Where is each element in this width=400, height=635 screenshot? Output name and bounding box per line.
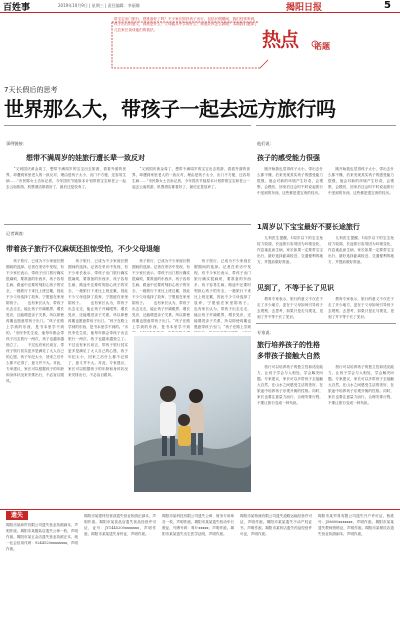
notice-column: 揭阳市某建材经营部遗失营业执照正副本，声明作废。揭阳市某食品店遗失食品经营许可证，证号：JY1445200xxxxxxx，声明作废。揭阳市某某遗失身份证，声明作废。 [84, 514, 156, 537]
page-number: 5 [384, 0, 391, 11]
article-body: 旅行可以培养孩子的独立性和适应能力，让孩子学会与人相处，学会解决问题。专家建议，家长可以多带孩子去接触大自然，在山水之间感受生活的美好，在旅途中培养孩子乐观开朗的性格。同时，家长也要注意量力而行，合理安排行程，不要让旅行变成一种负担。 [257, 365, 323, 405]
divider [4, 224, 251, 225]
article-body: 孩子旅行，已成为不少家庭长假期间的选择。记者在采访中发现，有不少家长表示，带孩子出门旅行确实很麻烦，要准备的东西多，孩子容易生病，路途中还要时刻担心孩子的安全，一趟旅行下来比上班还累，因此不少父母选择了放弃，宁愿留在家里陪孩子。 也有家长认为，带孩子出去走走，能让孩子开阔眼界，增长见识，还能增进亲子关系，所以即使再累也愿意带孩子出门。“孩子在路上学到的东西，是书本里学不到 [132, 259, 190, 329]
subheading: 多带孩子接触大自然 [257, 352, 320, 360]
article-body: “又到国庆黄金周了，想带不满周岁的宝宝出去旅游，看看外面的世界，却遭到家里老人的一致反对，理由是孩子太小，出门不方便，还容易生病……”市民陈女士告诉记者，今年国庆节她原本计划带着宝宝和老公一起去云南旅游，机票酒店都看好了，最后还是放弃了。 [6, 167, 126, 189]
section-label: 记者调查： [6, 231, 27, 236]
notice-column: 揭阳市某商贸有限公司遗失营业执照副本，声明作废。揭阳市某服装店遗失公章一枚，声明作废。揭阳市某五金店遗失营业执照正本，统一社会信用代码：9244520xxxxxxxx，声明作废。 [6, 523, 78, 552]
divider [256, 323, 396, 324]
subheading: 孩子的感受能力很强 [257, 154, 320, 162]
divider [256, 125, 396, 126]
topic-intro: 带宝宝出门旅行，您准备好了吗？不少家长陪伴孩子出行，包括长假期间，我们经常听到，孩子出行的意义，到底是什么？父母能从中学到什么？到底应该怎么做呢？本期我们邀请了几位家长谈谈他们的看法。 [114, 17, 258, 32]
article-body: 刚开始我也觉得孩子太小，带出去什么都不懂，后来发现其实孩子的感受能力很强，他会对新的环境产生好奇，会观察，会模仿，回来后还会时不时说起旅行中见到的东西，这些都是很宝贵的经历。 [328, 167, 394, 195]
article-body: “又到国庆黄金周了，想带不满周岁的宝宝出去旅游，看看外面的世界，却遭到家里老人的一致反对，理由是孩子太小，出门不方便，还容易生病……”市民陈女士告诉记者，今年国庆节她原本计划带着宝宝和老公一起去云南旅游，机票酒店都看好了，最后还是放弃了。 [132, 167, 250, 189]
article-body: 刚开始我也觉得孩子太小，带出去什么都不懂，后来发现其实孩子的感受能力很强，他会对新的环境产生好奇，会观察，会模仿，回来后还会时不时说起旅行中见到的东西，这些都是很宝贵的经历。 [257, 167, 323, 195]
subheading: 1周岁以下宝宝最好不要长途旅行 [257, 223, 360, 231]
notice-column: 揭阳市某科技有限公司遗失公章、财务专用章各一枚，声明作废。揭阳市某某遗失机动车行驶证，号牌号码：粤V·xxxxx，声明作废。揭阳市某某遗失出生医学证明，声明作废。 [162, 514, 234, 537]
subheading: 想带不满周岁的娃旅行遭长辈一致反对 [26, 154, 145, 162]
section-label: 他们说： [257, 141, 274, 146]
article-body: 教育专家表示，旅行的意义不仅在于走了多少地方，更在于父母如何引导孩子去观察、去思考，如果只是走马观花，见到了并不等于长了见识。 [257, 297, 323, 319]
article-body: 孩子旅行，已成为不少家庭长假期间的选择。记者在采访中发现，有不少家长表示，带孩子出门旅行确实很麻烦，要准备的东西多，孩子容易生病，路途中还要时刻担心孩子的安全，一趟旅行下来比上班还累，因此不少父母选择了放弃，宁愿留在家里陪孩子。 也有家长认为，带孩子出去走走，能让孩子开阔眼界，增长见识，还能增进亲子关系，所以即使再累也愿意带孩子出门。“孩子在路上学到的东西，是书本里学不到的。”市民李先生说，他每年都会带孩子出去旅行一两次，孩子也越来越独立了。 不过也有家长坦言，带孩子旅行其实更多是满足了大人自己的心愿，孩子年纪太小，回来之后什么都不记得了，意义并不大。对此，专家建议，家长可以根据孩子的年龄和身体状况来安排出行，不必盲目跟风。 [6, 259, 64, 383]
article-body: 孩子旅行，已成为不少家庭长假期间的选择。记者在采访中发现，有不少家长表示，带孩子出门旅行确实很麻烦，要准备的东西多，孩子容易生病，路途中还要时刻担心孩子的安全，一趟旅行下来比上班还累，因此不少父母选择了放弃，宁愿留在家里陪孩子。 也有家长认为，带孩子出去走走，能让孩子开阔眼界，增长见识，还能增进亲子关系，所以即使再累也愿意带孩子出门。“孩子在路上学到的东西，是书本里学不到的。”市民李先生说，他每年都会带孩子出去旅行一两次，孩子也越来越独立了。 不过也有家长坦言，带孩子旅行其实更多是满足了大人自己的心愿，孩子年纪太小，回来之后什么都不记得了，意义并不大。对此，专家建议，家长可以根据孩子的年龄和身体状况来安排出行，不必盲目跟风。 [68, 259, 128, 377]
main-headline: 世界那么大，带孩子一起去远方旅行吗 [4, 97, 336, 121]
subheading: 带着孩子旅行不仅麻烦还担惊受怕，不少父母退缩 [6, 245, 160, 253]
article-body: 儿科医生提醒，1周岁以下的宝宝免疫力较弱，长途旅行容易因为环境变化、作息紊乱而生病，家长如果一定要带宝宝出行，最好选择距离较近、交通便利的地方，并提前做好准备。 [257, 236, 323, 264]
notices-title: 遗失 [6, 511, 28, 520]
kicker: 7天长假后的思考 [4, 86, 58, 94]
subheading: 见到了，不等于长了见识 [257, 284, 334, 292]
notice-column: 揭阳市某贸易有限公司遗失开户许可证，核准号：J58600xxxxxxx，声明作废。揭阳市某某遗失教师资格证，声明作废。揭阳市某餐饮店遗失营业执照副本，声明作废。 [318, 514, 394, 537]
family-travel-photo [134, 336, 251, 492]
newspaper-name: 揭阳日报 [286, 3, 323, 13]
article-body: 旅行可以培养孩子的独立性和适应能力，让孩子学会与人相处，学会解决问题。专家建议，家长可以多带孩子去接触大自然，在山水之间感受生活的美好，在旅途中培养孩子乐观开朗的性格。同时，家长也要注意量力而行，合理安排行程，不要让旅行变成一种负担。 [328, 365, 394, 405]
topic-hua-label: 话题 [314, 42, 330, 51]
section-name: 百姓事 [3, 3, 31, 13]
divider [4, 125, 251, 126]
notice-column: 揭阳市某物流有限公司遗失道路运输经营许可证，声明作废。揭阳市某某遗失不动产权证书，声明作废。揭阳市某药店遗失药品经营许可证，声明作废。 [240, 514, 312, 537]
article-body: 儿科医生提醒，1周岁以下的宝宝免疫力较弱，长途旅行容易因为环境变化、作息紊乱而生病，家长如果一定要带宝宝出行，最好选择距离较近、交通便利的地方，并提前做好准备。 [328, 236, 394, 264]
subheading: 旅行培养孩子的性格 [257, 341, 320, 349]
section-label: 专家说： [257, 330, 274, 335]
article-body: 教育专家表示，旅行的意义不仅在于走了多少地方，更在于父母如何引导孩子去观察、去思考，如果只是走马观花，见到了并不等于长了见识。 [328, 297, 394, 319]
issue-meta: 2019年10月9日 | 星期三 | 责任编辑：李丽娜 [58, 3, 140, 8]
article-body: 孩子旅行，已成为不少家庭长假期间的选择。记者在采访中发现，有不少家长表示，带孩子出门旅行确实很麻烦，要准备的东西多，孩子容易生病，路途中还要时刻担心孩子的安全，一趟旅行下来比上班还累，因此不少父母选择了放弃，宁愿留在家里陪孩子。 也有家长认为，带孩子出去走走，能让孩子开阔眼界，增长见识，还能增进亲子关系，所以即使再累也愿意带孩子出门。“孩子在路上学到 [194, 259, 251, 329]
topic-hot-label: 热点 [262, 29, 299, 51]
section-label: 事例链接： [6, 141, 27, 146]
